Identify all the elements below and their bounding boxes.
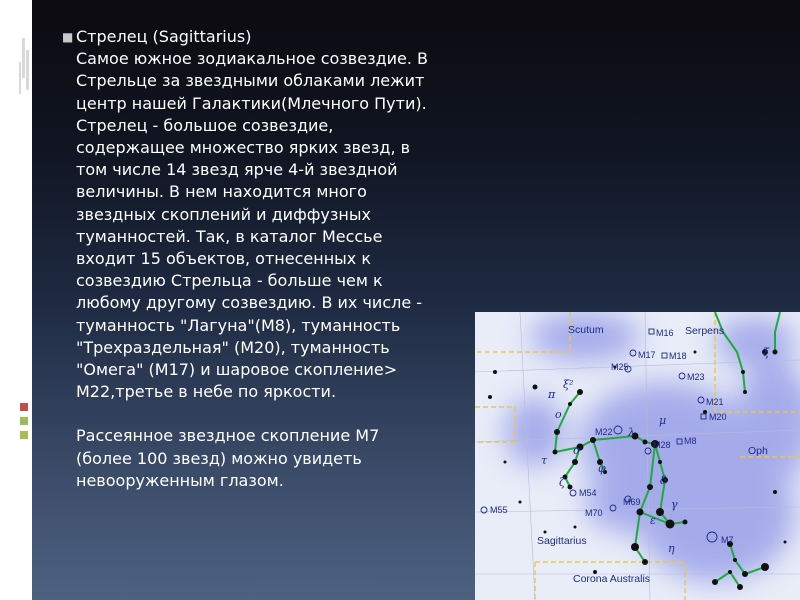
star-map-svg	[475, 312, 800, 600]
star-map	[475, 312, 800, 600]
paragraph-m7: Рассеянное звездное скопление М7 (более 100 звезд) можно увидеть невооруженным глазом.	[76, 426, 380, 490]
label-eta: η	[668, 542, 675, 555]
label-omicron: o	[555, 408, 562, 421]
label-m54: M54	[579, 488, 597, 498]
bullet-icon: ■	[62, 30, 74, 44]
label-m25: M25	[611, 362, 629, 372]
label-m16: M16	[656, 328, 674, 338]
label-m28: M28	[653, 440, 671, 450]
label-m23: M23	[687, 372, 705, 382]
slide-text	[62, 26, 506, 492]
label-m8: M8	[684, 436, 697, 446]
label-xi-serpens: ξ	[763, 346, 770, 359]
deco-bar	[22, 38, 25, 78]
paragraph-sagittarius: Стрелец (Sagittarius) Самое южное зодиакальное созвездие. В Стрельце за звездными облаками лежит центр нашей Галактики(Млечного Пути). Стрелец - большое созвездие, содержащее множество ярких звезд, в том числе 14 звезд ярче 4-й звездной величины. В нем находится много звездных скоплений и диффузных туманностей. Так, в каталог Мессье входит 15 объектов, отнесенных к созвездию Стрельца - больше чем к любому другому созвездию. В их числе - туманность "Лагуна"(М8), туманность "Трехраздельная" (М20), туманность "Омега" (М17) и шаровое скопление> М22,третье в небе по яркости.	[76, 27, 429, 402]
label-m69: M69	[623, 497, 641, 507]
slide-left-margin	[0, 0, 32, 600]
label-tau: τ	[541, 454, 548, 467]
label-m70: M70	[585, 508, 603, 518]
label-lambda: λ	[628, 426, 635, 439]
deco-bar	[26, 50, 29, 90]
label-corona-australis: Corona Australis	[573, 573, 651, 585]
label-oph: Oph	[748, 445, 768, 457]
label-phi: φ	[598, 462, 606, 475]
label-m21: M21	[706, 397, 724, 407]
label-m17: M17	[638, 350, 656, 360]
deco-square-red	[20, 403, 28, 411]
label-sigma: σ	[573, 444, 581, 457]
deco-square-green	[20, 417, 28, 425]
label-gamma: γ	[671, 498, 678, 511]
deco-square-olive	[20, 431, 28, 439]
label-sagittarius: Sagittarius	[537, 535, 587, 547]
label-m22: M22	[595, 427, 613, 437]
label-serpens: Serpens	[685, 325, 725, 337]
deco-bar	[19, 62, 21, 94]
label-xi2: ξ²	[563, 378, 574, 391]
label-mu: μ	[659, 414, 667, 427]
label-m20: M20	[709, 412, 727, 422]
label-delta: δ	[660, 474, 667, 487]
label-scutum: Scutum	[568, 324, 604, 336]
label-pi: π	[548, 388, 556, 401]
label-zeta: ζ	[559, 476, 565, 489]
label-m18: M18	[669, 351, 687, 361]
label-m7: M7	[721, 535, 734, 545]
label-epsilon: ε	[650, 514, 656, 527]
label-m55: M55	[490, 505, 508, 515]
